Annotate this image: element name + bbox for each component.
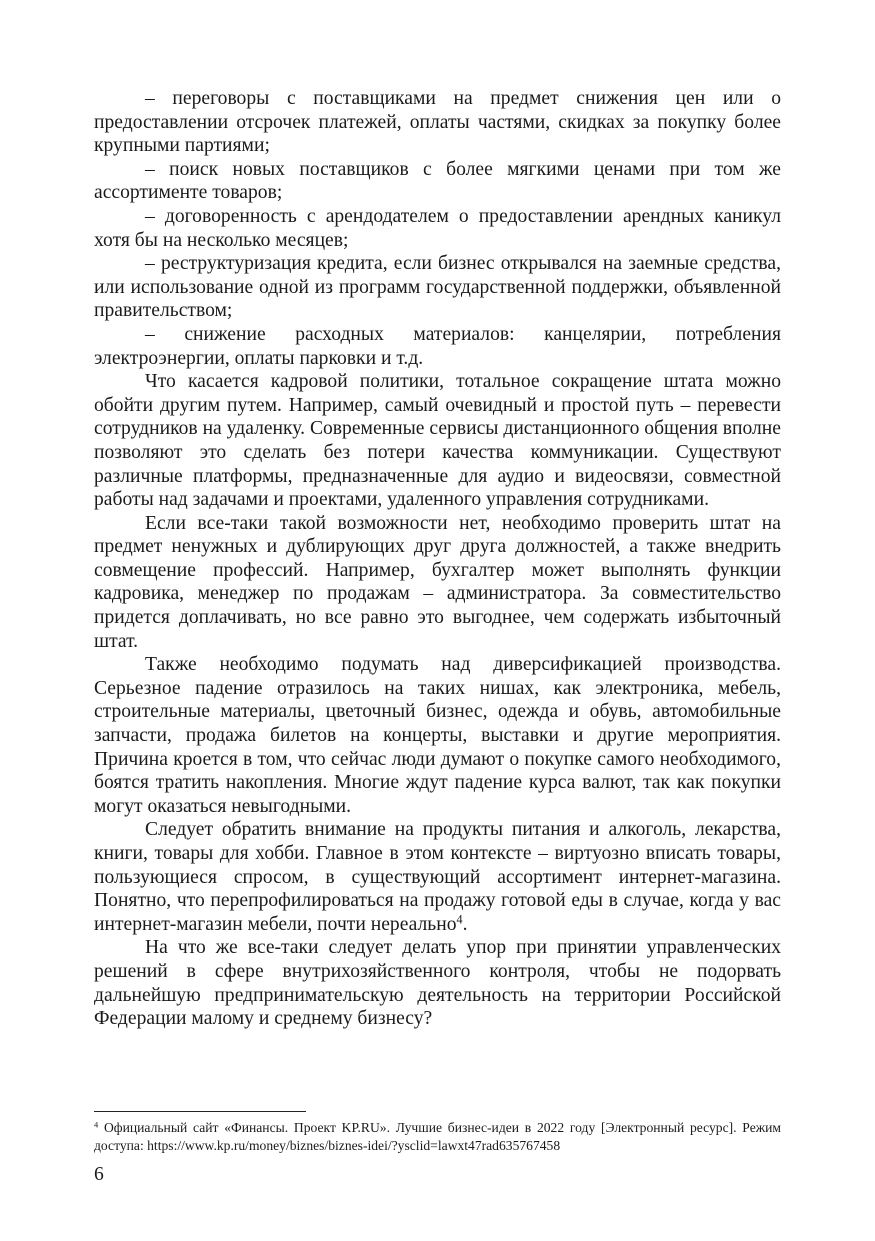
paragraph-text: Следует обратить внимание на продукты питания и алкоголь, лекарства, книги, товары для хобби. Главное в этом контексте – виртуозно вписать товары, пользующиеся спросом, в существующий ассортимент интернет-магазина. Понятно, что перепрофилироваться на продажу готовой еды в случае, когда у вас интернет-магазин мебели, почти нереально [94, 819, 781, 935]
footnote-divider [94, 1111, 306, 1112]
paragraph-with-footnote [94, 818, 781, 936]
page-number: 6 [94, 1164, 104, 1185]
paragraph-end: . [462, 913, 468, 935]
list-item: – переговоры с поставщиками на предмет снижения цен или о предоставлении отсрочек платежей, оплаты частями, скидках за покупку более крупными партиями; [94, 88, 781, 157]
list-item: – договоренность с арендодателем о предоставлении арендных каникул хотя бы на несколько месяцев; [94, 205, 781, 251]
body-text [94, 87, 781, 1031]
paragraph: Также необходимо подумать над диверсификацией производства. Серьезное падение отразилось на таких нишах, как электроника, мебель, строительные материалы, цветочный бизнес, одежда и обувь, автомобильные запчасти, продажа билетов на концерты, выставки и другие мероприятия. Причина кроется в том, что сейчас люди думают о покупке самого необходимого, боятся тратить накопления. Многие ждут падение курса валют, так как покупки могут оказаться невыгодными. [94, 654, 781, 817]
paragraph: На что же все-таки следует делать упор при принятии управленческих решений в сфере внутрихозяйственного контроля, чтобы не подорвать дальнейшую предпринимательскую деятельность на территории Российской Федерации малому и среднему бизнесу? [94, 937, 781, 1030]
list-item: – снижение расходных материалов: канцелярии, потребления электроэнергии, оплаты парковки и т.д. [94, 323, 781, 369]
footnote-number: 4 [94, 1119, 99, 1130]
footnote-text: Официальный сайт «Финансы. Проект KP.RU». Лучшие бизнес-идеи в 2022 году [Электронный ресурс]. Режим доступа: https://www.kp.ru/money/biznes/biznes-idei/?ysclid=lawxt47rad635767458 [94, 1120, 781, 1153]
footnote [94, 1119, 781, 1155]
paragraph: Если все-таки такой возможности нет, необходимо проверить штат на предмет ненужных и дублирующих друг друга должностей, а также внедрить совмещение профессий. Например, бухгалтер может выполнять функции кадровика, менеджер по продажам – администратора. За совместительство придется доплачивать, но все равно это выгоднее, чем содержать избыточный штат. [94, 512, 781, 652]
list-item: – поиск новых поставщиков с более мягкими ценами при том же ассортименте товаров; [94, 158, 781, 204]
footnote-reference: 4 [456, 912, 463, 927]
list-item: – реструктуризация кредита, если бизнес открывался на заемные средства, или использование одной из программ государственной поддержки, объявленной правительством; [94, 253, 781, 322]
paragraph: Что касается кадровой политики, тотальное сокращение штата можно обойти другим путем. Например, самый очевидный и простой путь – перевести сотрудников на удаленку. Современные сервисы дистанционного общения вполне позволяют это сделать без потери качества коммуникации. Существуют различные платформы, предназначенные для аудио и видеосвязи, совместной работы над задачами и проектами, удаленного управления сотрудниками. [94, 371, 781, 511]
